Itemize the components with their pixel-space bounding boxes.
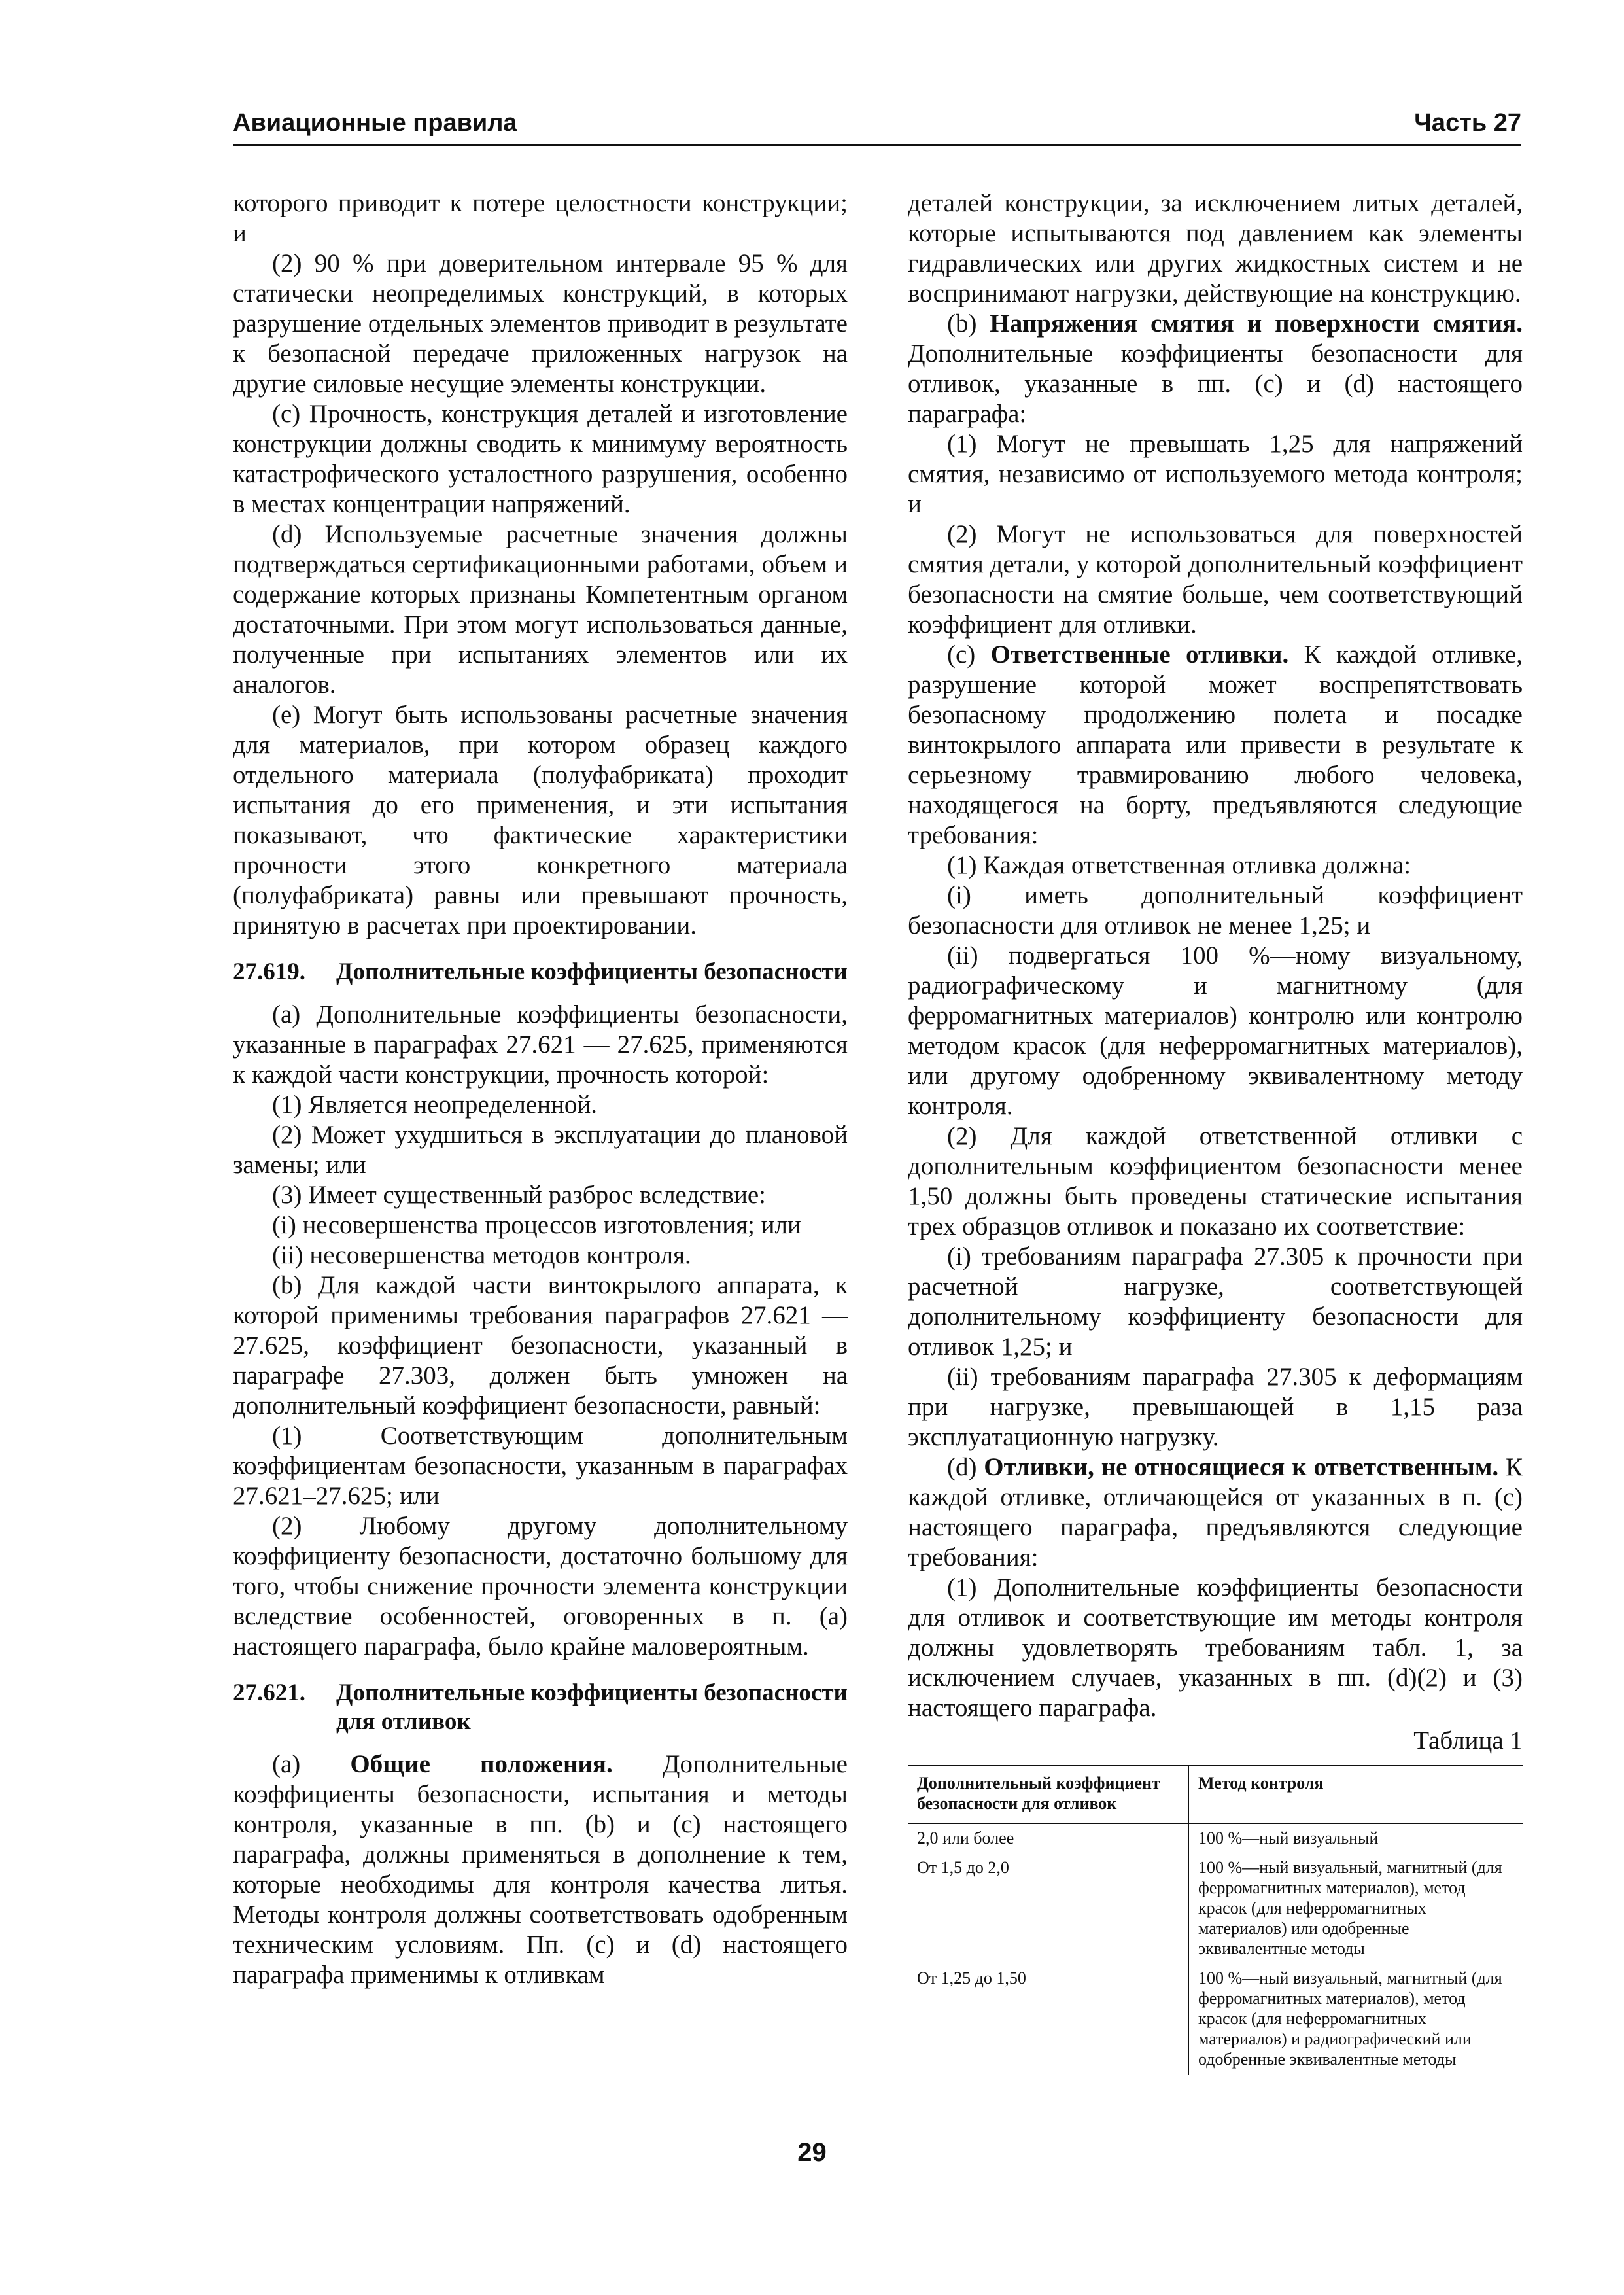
paragraph: деталей конструкции, за исключением литых деталей, которые испытываются под давлением как элементы гидравлических или других жидкостных систем и не воспринимают нагрузки, действующие на конструкцию. — [908, 189, 1523, 307]
table-cell-factor: От 1,5 до 2,0 — [908, 1853, 1188, 1964]
table-row — [908, 1853, 1523, 1964]
right-column — [908, 188, 1523, 2075]
paragraph: (2) Любому другому дополнительному коэффициенту безопасности, достаточно большому для того, чтобы снижение прочности элемента конструкции вследствие особенностей, оговоренных в п. (a) настоящего параграфа, было крайне маловероятным. — [233, 1512, 848, 1660]
table-cell-factor: 2,0 или более — [908, 1823, 1188, 1853]
table-header-method: Метод контроля — [1188, 1766, 1523, 1823]
section-number: 27.619. — [233, 958, 305, 985]
paragraph: (ii) требованиям параграфа 27.305 к деформациям при нагрузке, превышающей в 1,15 раза эксплуатационную нагрузку. — [908, 1363, 1523, 1451]
table-cell-method: 100 %—ный визуальный — [1198, 1829, 1379, 1848]
casting-factors-table — [908, 1765, 1523, 2075]
paragraph: (ii) несовершенства методов контроля. — [272, 1241, 691, 1269]
table-header-factor: Дополнительный коэффициент безопасности для отливок — [908, 1766, 1188, 1823]
section-title: Дополнительные коэффициенты безопасности для отливок — [336, 1679, 848, 1735]
table-caption: Таблица 1 — [1413, 1726, 1523, 1755]
section-heading-27-619 — [233, 958, 848, 987]
paragraph: (1) Каждая ответственная отливка должна: — [947, 851, 1411, 879]
paragraph-text: Дополнительные коэффициенты безопасности, испытания и методы контроля, указанные в пп. (b) и (c) настоящего параграфа, должны применяться в дополнение к тем, которые необходимы для контроля качества литья. Методы контроля должны соответствовать одобренным техническим условиям. Пп. (c) и (d) настоящего параграфа применимы к отливкам — [233, 1750, 848, 1989]
running-header — [233, 98, 1521, 146]
paragraph: (d) Используемые расчетные значения должны подтверждаться сертификационными работами, объем и содержание которых признаны Компетентным органом достаточными. При этом могут использоваться данные, полученные при испытаниях элементов или их аналогов. — [233, 520, 848, 699]
left-column — [233, 188, 848, 1990]
paragraph-label: (b) — [947, 309, 990, 338]
paragraph — [908, 309, 1523, 429]
paragraph: (i) несовершенства процессов изготовления; или — [272, 1211, 801, 1239]
table-cell-factor: От 1,25 до 1,50 — [908, 1964, 1188, 2075]
table-row — [908, 1823, 1523, 1853]
table-cell-method: 100 %—ный визуальный, магнитный (для ферромагнитных материалов), метод красок (для неферромагнитных материалов) и радиографический или одобренные эквивалентные методы — [1198, 1969, 1502, 2069]
paragraph — [233, 1749, 848, 1990]
paragraph-label: (c) — [947, 640, 991, 669]
paragraph: (i) требованиям параграфа 27.305 к прочности при расчетной нагрузке, соответствующей дополнительному коэффициенту безопасности для отливок 1,25; и — [908, 1242, 1523, 1361]
paragraph: (e) Могут быть использованы расчетные значения для материалов, при котором образец каждого отдельного материала (полуфабриката) проходит испытания до его применения, и эти испытания показывают, что фактические характеристики прочности этого конкретного материала (полуфабриката) равны или превышают прочность, принятую в расчетах при проектировании. — [233, 701, 848, 939]
document-title: Авиационные правила — [233, 109, 517, 137]
paragraph: (a) Дополнительные коэффициенты безопасности, указанные в параграфах 27.621 — 27.625, применяются к каждой части конструкции, прочность которой: — [233, 1000, 848, 1089]
paragraph: (2) Для каждой ответственной отливки с дополнительным коэффициентом безопасности менее 1,50 должны быть проведены статические испытания трех образцов отливок и показано их соответствие: — [908, 1122, 1523, 1240]
paragraph-heading: Ответственные отливки. — [990, 640, 1289, 669]
paragraph: (2) Может ухудшиться в эксплуатации до плановой замены; или — [233, 1121, 848, 1179]
paragraph: (1) Соответствующим дополнительным коэффициентам безопасности, указанным в параграфах 27.621–27.625; или — [233, 1422, 848, 1510]
paragraph: (ii) подвергаться 100 %—ному визуальному, радиографическому и магнитному (для ферромагнитных материалов) контролю или контролю методом красок (для неферромагнитных материалов), или другому одобренному эквивалентному методу контроля. — [908, 941, 1523, 1120]
part-label: Часть 27 — [1414, 109, 1521, 137]
paragraph-heading: Общие положения. — [350, 1750, 613, 1778]
paragraph-heading: Отливки, не относящиеся к ответственным. — [984, 1453, 1499, 1481]
section-title: Дополнительные коэффициенты безопасности — [336, 958, 848, 985]
section-number: 27.621. — [233, 1679, 305, 1706]
paragraph: (1) Могут не превышать 1,25 для напряжений смятия, независимо от используемого метода контроля; и — [908, 430, 1523, 518]
table-cell-method: 100 %—ный визуальный, магнитный (для ферромагнитных материалов), метод красок (для неферромагнитных материалов) или одобренные эквивалентные методы — [1198, 1858, 1502, 1958]
table-row — [908, 1964, 1523, 2075]
paragraph-text: Дополнительные коэффициенты безопасности для отливок, указанные в пп. (c) и (d) настоящего параграфа: — [908, 340, 1523, 428]
paragraph-label: (a) — [272, 1750, 351, 1778]
paragraph: (3) Имеет существенный разброс вследствие: — [272, 1181, 766, 1209]
paragraph-text: К каждой отливке, отличающейся от указанных в п. (c) настоящего параграфа, предъявляются следующие требования: — [908, 1453, 1523, 1571]
paragraph: (b) Для каждой части винтокрылого аппарата, к которой применимы требования параграфов 27.621 — 27.625, коэффициент безопасности, указанный в параграфе 27.303, должен быть умножен на дополнительный коэффициент безопасности, равный: — [233, 1271, 848, 1420]
paragraph: (2) Могут не использоваться для поверхностей смятия детали, у которой дополнительный коэффициент безопасности на смятие больше, чем соответствующий коэффициент для отливки. — [908, 520, 1523, 639]
paragraph: (1) Дополнительные коэффициенты безопасности для отливок и соответствующие им методы контроля должны удовлетворять требованиям табл. 1, за исключением случаев, указанных в пп. (d)(2) и (3) настоящего параграфа. — [908, 1573, 1523, 1722]
section-heading-27-621 — [233, 1679, 848, 1736]
paragraph-text: К каждой отливке, разрушение которой может воспрепятствовать безопасному продолжению полета и посадке винтокрылого аппарата или привести в результате к серьезному травмированию любого человека, находящегося на борту, предъявляются следующие требования: — [908, 640, 1523, 849]
paragraph: (1) Является неопределенной. — [272, 1091, 598, 1119]
table-header-row — [908, 1766, 1523, 1823]
page-number: 29 — [797, 2138, 827, 2167]
paragraph: которого приводит к потере целостности конструкции; и — [233, 189, 848, 247]
paragraph: (i) иметь дополнительный коэффициент безопасности для отливок не менее 1,25; и — [908, 881, 1523, 939]
paragraph — [908, 640, 1523, 850]
paragraph: (c) Прочность, конструкция деталей и изготовление конструкции должны сводить к минимуму вероятность катастрофического усталостного разрушения, особенно в местах концентрации напряжений. — [233, 400, 848, 518]
paragraph-heading: Напряжения смятия и поверхности смятия. — [990, 309, 1523, 338]
paragraph: (2) 90 % при доверительном интервале 95 % для статически неопределимых конструкций, в которых разрушение отдельных элементов приводит в результате к безопасной передаче приложенных нагрузок на другие силовые несущие элементы конструкции. — [233, 249, 848, 398]
paragraph-label: (d) — [947, 1453, 984, 1481]
paragraph — [908, 1452, 1523, 1573]
